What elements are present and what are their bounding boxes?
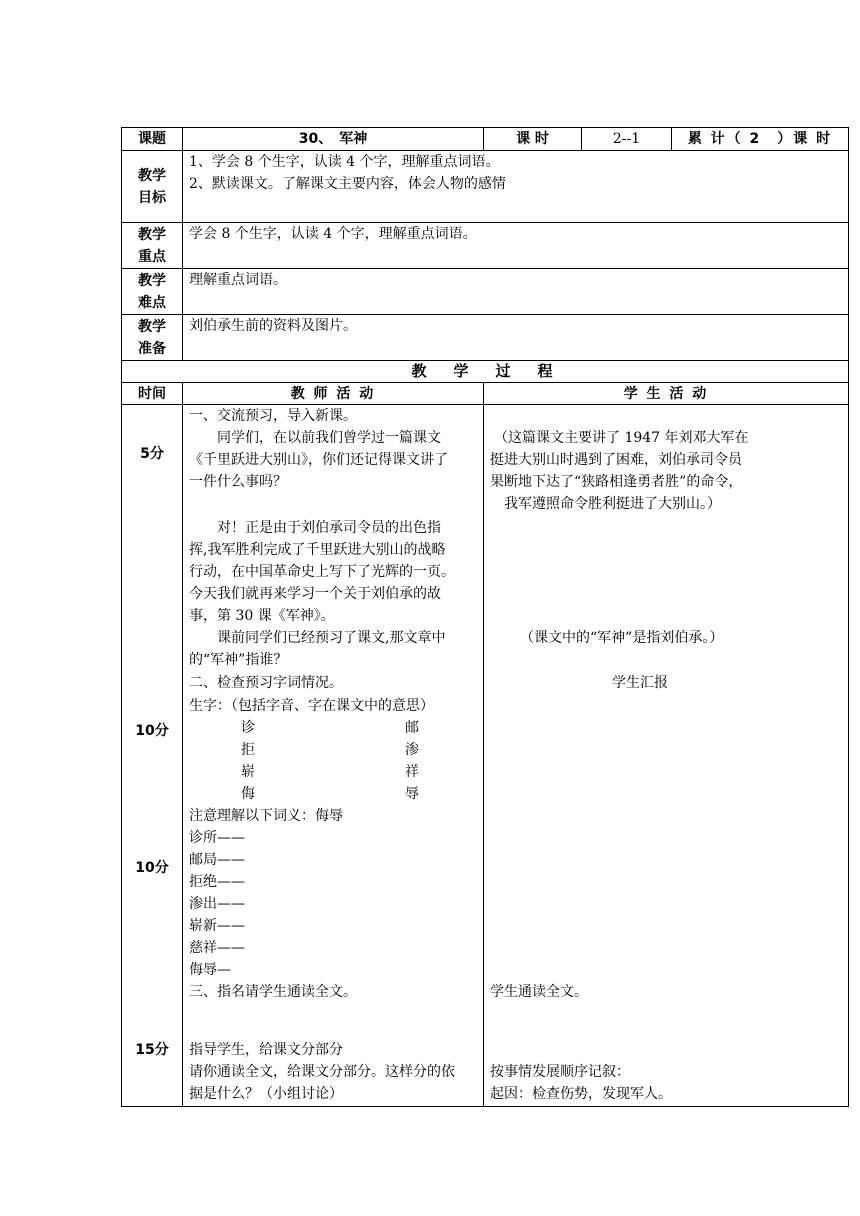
topic-row (122, 128, 849, 151)
time-slot-4: 15分 (135, 1042, 169, 1058)
teacher-step3-guide: 指导学生，给课文分部分 (189, 1042, 343, 1058)
vocab-item: 邮局—— (189, 852, 245, 868)
key-label: 教学重点 (122, 223, 183, 269)
col-time-header: 时间 (122, 383, 183, 405)
new-char: 诊 (241, 720, 255, 736)
new-char: 祥 (405, 764, 419, 780)
total-period-label: 累 计（ 2 ）课 时 (672, 128, 849, 151)
new-char: 邮 (405, 720, 419, 736)
vocab-item: 崭新—— (189, 918, 245, 934)
col-student-header: 学 生 活 动 (484, 383, 849, 405)
new-char: 崭 (241, 764, 255, 780)
key-value: 学会 8 个生字，认读 4 个字，理解重点词语。 (183, 223, 849, 269)
teacher-step1-p2-line1: 对！正是由于刘伯承司令员的出色指 (217, 520, 441, 536)
teacher-step2-title: 二、检查预习字词情况。 (189, 675, 343, 691)
goals-label: 教学目标 (122, 151, 183, 223)
lesson-plan-sheet (121, 127, 848, 1107)
lesson-plan-table (121, 127, 849, 1107)
difficulty-value: 理解重点词语。 (183, 269, 849, 315)
student-answer1-line4: 我军遵照命令胜利挺进了大别山。） (504, 496, 721, 512)
teacher-step2-sub: 生字：（包括字音、字在课文中的意思） (189, 698, 434, 714)
goal-line-2: 2、默读课文。了解课文主要内容，体会人物的感情 (189, 176, 506, 192)
time-slot-2: 10分 (135, 723, 169, 739)
difficulty-row (122, 269, 849, 315)
process-title-row (122, 361, 849, 383)
prep-row (122, 315, 849, 361)
teacher-step1-p2-line3: 行动，在中国革命史上写下了光辉的一页。 (189, 564, 455, 580)
student-answer5-line1: 按事情发展顺序记叙： (490, 1064, 630, 1080)
student-column (484, 405, 849, 1107)
teacher-step1-p3-line2: 的“军神”指谁？ (189, 652, 288, 668)
teacher-step1-p2-line5: 事，第 30 课《军神》。 (189, 608, 335, 624)
student-answer1-line2: 挺进大别山时遇到了困难，刘伯承司令员 (490, 452, 742, 468)
time-slot-3: 10分 (135, 860, 169, 876)
teacher-column (183, 405, 484, 1107)
goals-value (183, 151, 849, 223)
new-char: 拒 (241, 742, 255, 758)
student-answer1-line1: （这篇课文主要讲了 1947 年刘邓大军在 (494, 430, 749, 446)
teacher-step1-title: 一、交流预习，导入新课。 (189, 408, 357, 424)
vocab-item: 诊所—— (189, 830, 245, 846)
teacher-step1-p2-line2: 挥,我军胜利完成了千里跃进大别山的战略 (189, 542, 446, 558)
teacher-step1-p2-line4: 今天我们就再来学习一个关于刘伯承的故 (189, 586, 441, 602)
vocab-item: 拒绝—— (189, 874, 245, 890)
teacher-step1-p1-line1: 同学们，在以前我们曾学过一篇课文 (217, 430, 441, 446)
col-teacher-header: 教 师 活 动 (183, 383, 484, 405)
vocab-item: 慈祥—— (189, 940, 245, 956)
prep-label: 教学准备 (122, 315, 183, 361)
teacher-step2-note: 注意理解以下词义：侮辱 (189, 808, 343, 824)
new-char: 侮 (241, 786, 255, 802)
period-label: 课 时 (484, 128, 582, 151)
student-answer2: （课文中的“军神”是指刘伯承。） (520, 630, 724, 646)
teacher-step3-question-line2: 据是什么？（小组讨论） (189, 1086, 343, 1102)
goal-line-1: 1、学会 8 个生字，认读 4 个字，理解重点词语。 (189, 154, 500, 170)
prep-value: 刘伯承生前的资料及图片。 (183, 315, 849, 361)
time-slot-1: 5分 (140, 446, 164, 462)
goals-row (122, 151, 849, 223)
difficulty-label: 教学难点 (122, 269, 183, 315)
vocab-item: 渗出—— (189, 896, 245, 912)
teacher-step1-p1-line2: 《千里跃进大别山》，你们还记得课文讲了 (189, 452, 448, 468)
time-column (122, 405, 183, 1107)
process-body-row (122, 405, 849, 1107)
teacher-step3-question-line1: 请你通读全文，给课文分部分。这样分的依 (189, 1064, 455, 1080)
key-row (122, 223, 849, 269)
vocab-item: 侮辱— (189, 962, 231, 978)
student-answer3: 学生汇报 (612, 675, 668, 691)
new-char: 辱 (405, 786, 419, 802)
student-answer4: 学生通读全文。 (490, 984, 588, 1000)
new-char: 渗 (405, 742, 419, 758)
student-answer1-line3: 果断地下达了“狭路相逢勇者胜”的命令， (490, 474, 743, 490)
period-value: 2--1 (582, 128, 672, 151)
student-answer5-line2: 起因：检查伤势，发现军人。 (490, 1086, 672, 1102)
process-header-row (122, 383, 849, 405)
teacher-step3-title: 三、指名请学生通读全文。 (189, 984, 357, 1000)
topic-value: 30、 军神 (183, 128, 484, 151)
process-title: 教 学 过 程 (122, 361, 849, 383)
teacher-step1-p1-line3: 一件什么事吗？ (189, 474, 287, 490)
teacher-step1-p3-line1: 课前同学们已经预习了课文,那文章中 (217, 630, 446, 646)
topic-label: 课题 (122, 128, 183, 151)
